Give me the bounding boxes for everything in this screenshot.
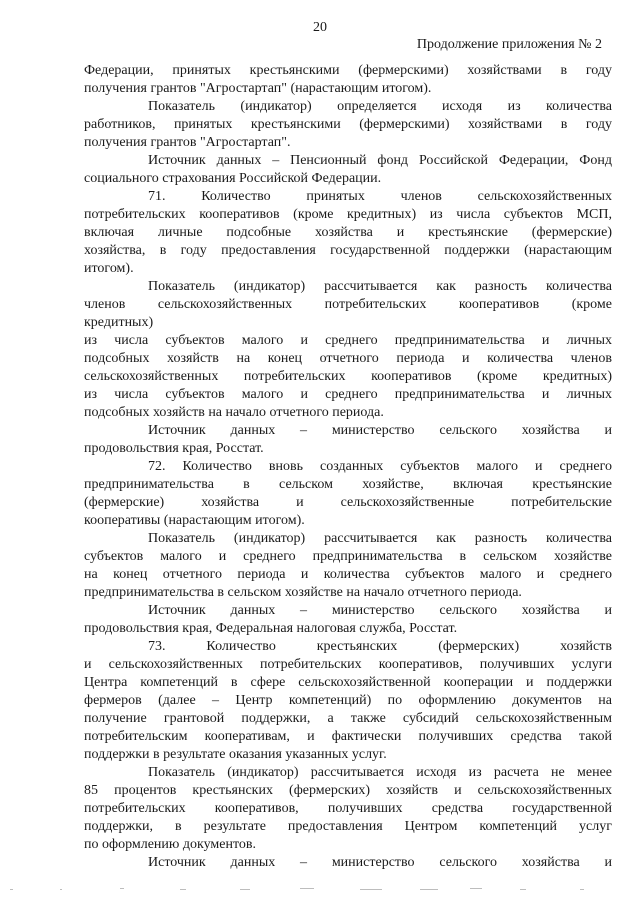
text-line: включая личные подсобные хозяйства и крестьянские (фермерские) (84, 225, 612, 240)
text-line: 72. Количество вновь созданных субъектов малого и среднего (148, 459, 612, 474)
text-line: работников, принятых крестьянскими (фермерскими) хозяйствами в году (84, 117, 612, 132)
text-line: продовольствия края, Росстат. (84, 441, 264, 456)
appendix-continuation-note: Продолжение приложения № 2 (416, 37, 602, 52)
text-line: Показатель (индикатор) рассчитывается как разность количества (148, 531, 612, 546)
text-line: предпринимательства в сельском хозяйстве, включая крестьянские (84, 477, 612, 492)
text-line: получения грантов "Агростартап". (84, 135, 291, 150)
text-line: Источник данных – министерство сельского хозяйства и (148, 855, 612, 870)
text-line: сельскохозяйственных потребительских кооперативов (кроме кредитных) (84, 369, 612, 384)
text-line: поддержки, в результате предоставления Центром компетенций услуг (84, 819, 612, 834)
text-line: получение грантовой поддержки, а также субсидий сельскохозяйственным (84, 711, 612, 726)
text-line: Показатель (индикатор) рассчитывается исходя из расчета не менее (148, 765, 612, 780)
text-line: предпринимательства в сельском хозяйстве на начало отчетного периода. (84, 585, 522, 600)
text-line: кредитных) (84, 315, 154, 330)
text-line: продовольствия края, Федеральная налоговая служба, Росстат. (84, 621, 458, 636)
text-line: из числа субъектов малого и среднего предпринимательства и личных (84, 333, 612, 348)
page-number: 20 (313, 20, 327, 35)
text-line: получения грантов "Агростартап" (нарастающим итогом). (84, 81, 432, 96)
text-line: Источник данных – министерство сельского хозяйства и (148, 423, 612, 438)
text-line: потребительским кооперативам, и фактически получивших средства такой (84, 729, 612, 744)
text-line: и сельскохозяйственных потребительских кооперативов, получивших услуги (84, 657, 612, 672)
text-line: субъектов малого и среднего предпринимательства в сельском хозяйстве (84, 549, 612, 564)
text-line: итогом). (84, 261, 134, 276)
text-line: кооперативы (нарастающим итогом). (84, 513, 305, 528)
text-line: Центра компетенций в сфере сельскохозяйственной кооперации и поддержки (84, 675, 612, 690)
text-line: социального страхования Российской Федерации. (84, 171, 382, 186)
text-line: потребительских кооперативов, получивших средства государственной (84, 801, 612, 816)
text-line: 71. Количество принятых членов сельскохозяйственных (148, 189, 612, 204)
text-line: Федерации, принятых крестьянскими (фермерскими) хозяйствами в году (84, 63, 612, 78)
text-line: из числа субъектов малого и среднего предпринимательства и личных (84, 387, 612, 402)
text-line: потребительских кооперативов (кроме кредитных) из числа субъектов МСП, (84, 207, 612, 222)
text-line: членов сельскохозяйственных потребительских кооперативов (кроме (84, 297, 612, 312)
text-line: по оформлению документов. (84, 837, 257, 852)
text-line: (фермерские) хозяйства и сельскохозяйственные потребительские (84, 495, 612, 510)
text-line: Источник данных – Пенсионный фонд Российской Федерации, Фонд (148, 153, 612, 168)
text-line: Показатель (индикатор) рассчитывается как разность количества (148, 279, 612, 294)
text-line: Показатель (индикатор) определяется исходя из количества (148, 99, 612, 114)
text-line: 73. Количество крестьянских (фермерских) хозяйств (148, 639, 612, 654)
document-body (84, 62, 612, 872)
text-line: подсобных хозяйств на конец отчетного периода и количества членов (84, 351, 612, 366)
text-line: Источник данных – министерство сельского хозяйства и (148, 603, 612, 618)
text-line: на конец отчетного периода и количества субъектов малого и среднего (84, 567, 612, 582)
text-line: хозяйства, в году предоставления государственной поддержки (нарастающим (84, 243, 612, 258)
text-line: поддержки в результате оказания указанных услуг. (84, 747, 387, 762)
text-line: 85 процентов крестьянских (фермерских) хозяйств и сельскохозяйственных (84, 783, 612, 798)
text-line: подсобных хозяйств на начало отчетного периода. (84, 405, 384, 420)
scan-noise-decoration (0, 885, 640, 893)
text-line: фермеров (далее – Центр компетенций) по оформлению документов на (84, 693, 612, 708)
